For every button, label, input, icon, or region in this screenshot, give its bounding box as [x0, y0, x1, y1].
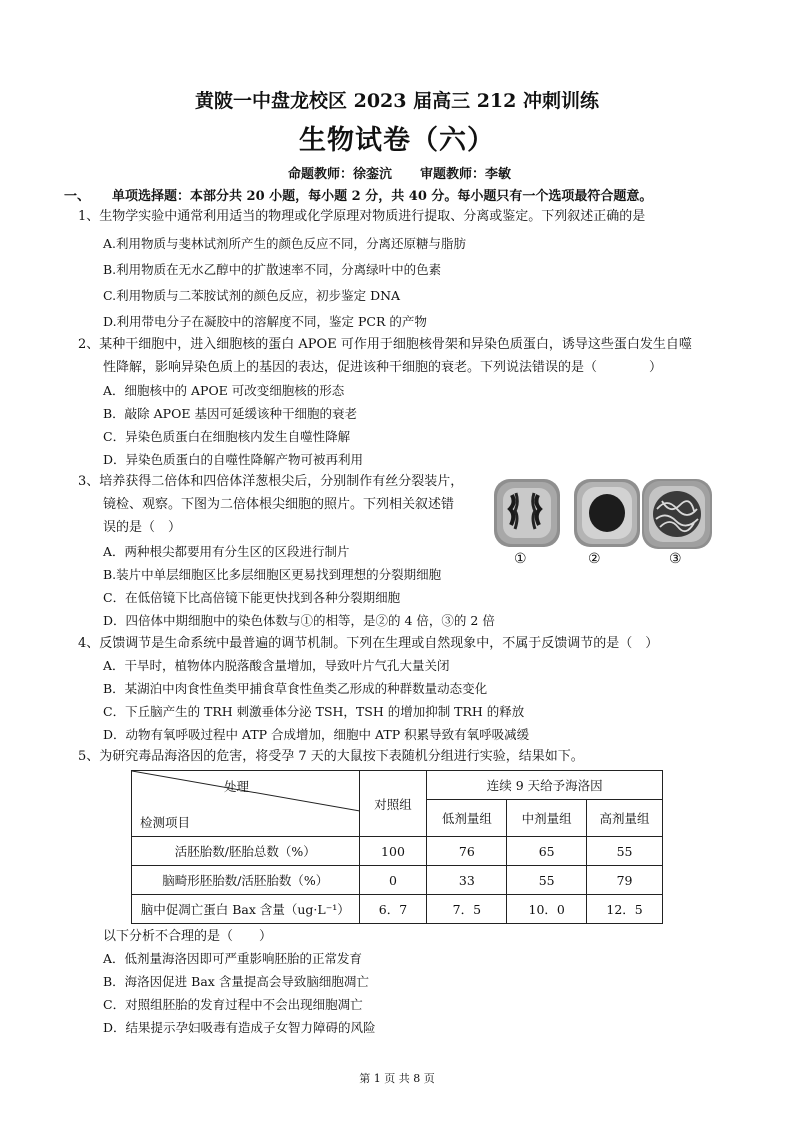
- table-cell: 10．0: [507, 895, 587, 924]
- q1-stem: 1、生物学实验中通常利用适当的物理或化学原理对物质进行提取、分离或鉴定。下列叙述正确的是: [78, 209, 646, 224]
- table-cell: 0: [359, 866, 427, 895]
- setter-teacher: 命题教师：徐銮沆: [288, 167, 393, 182]
- table-cell: 33: [427, 866, 507, 895]
- section-instructions: 单项选择题：本部分共 20 小题，每小题 2 分，共 40 分。每小题只有一个选项最符合题意。: [112, 189, 653, 204]
- q2-option-a: A．细胞核中的 APOE 可改变细胞核的形态: [103, 383, 345, 398]
- cell-image-3: [642, 479, 712, 549]
- teachers-line: [288, 163, 539, 182]
- q1-option-c: C.利用物质与二苯胺试剂的颜色反应，初步鉴定 DNA: [103, 288, 401, 303]
- table-cell: 100: [359, 837, 427, 866]
- table-dose-low: 低剂量组: [427, 800, 507, 837]
- exam-title-line2: 生物试卷（六）: [299, 125, 495, 156]
- table-row: [132, 866, 663, 895]
- q2-option-b: B．敲除 APOE 基因可延缓该种干细胞的衰老: [103, 406, 357, 421]
- q5-question: 以下分析不合理的是（ ）: [103, 929, 273, 944]
- cell-image-2: [574, 479, 640, 547]
- q2-stem-line2: 性降解，影响异染色质上的基因的表达，促进该种干细胞的衰老。下列说法错误的是（ ）: [103, 360, 663, 375]
- q3-stem-line2: 镜检、观察。下图为二倍体根尖细胞的照片。下列相关叙述错: [103, 497, 455, 512]
- table-corner-cell: [132, 771, 360, 837]
- table-row: [132, 837, 663, 866]
- table-cell: 12．5: [587, 895, 663, 924]
- q2-option-c: C．异染色质蛋白在细胞核内发生自噬性降解: [103, 429, 351, 444]
- q4-option-c: C．下丘脑产生的 TRH 刺激垂体分泌 TSH，TSH 的增加抑制 TRH 的释放: [103, 704, 525, 719]
- q5-stem: 5、为研究毒品海洛因的危害，将受孕 7 天的大鼠按下表随机分组进行实验，结果如下。: [78, 749, 584, 764]
- section-heading: [64, 185, 652, 204]
- q5-option-a: A．低剂量海洛因即可严重影响胚胎的正常发育: [103, 951, 363, 966]
- q2-stem-line1: 2、某种干细胞中，进入细胞核的蛋白 APOE 可作用于细胞核骨架和异染色质蛋白，诱导这些蛋白发生自噬: [78, 337, 692, 352]
- q5-option-d: D．结果提示孕妇吸毒有造成子女智力障碍的风险: [103, 1020, 376, 1035]
- q4-stem: 4、反馈调节是生命系统中最普遍的调节机制。下列在生理或自然现象中，不属于反馈调节的是（ ）: [78, 636, 659, 651]
- figure-label-3: ③: [669, 551, 682, 567]
- q3-option-c: C．在低倍镜下比高倍镜下能更快找到各种分裂期细胞: [103, 590, 401, 605]
- root-tip-cells-figure: [492, 479, 722, 571]
- q4-option-b: B．某湖泊中肉食性鱼类甲捕食草食性鱼类乙形成的种群数量动态变化: [103, 681, 488, 696]
- q1-option-d: D.利用带电分子在凝胶中的溶解度不同，鉴定 PCR 的产物: [103, 314, 427, 329]
- table-cell: 65: [507, 837, 587, 866]
- table-row-label: 脑中促凋亡蛋白 Bax 含量（ug·L⁻¹）: [132, 895, 360, 924]
- table-control-header: 对照组: [359, 771, 427, 837]
- q4-option-d: D．动物有氧呼吸过程中 ATP 合成增加，细胞中 ATP 积累导致有氧呼吸减缓: [103, 727, 530, 742]
- exam-title-line1: 黄陂一中盘龙校区 2023 届高三 212 冲刺训练: [194, 90, 599, 112]
- heroin-experiment-table: [131, 770, 663, 924]
- table-cell: 79: [587, 866, 663, 895]
- table-corner-top: 处理: [224, 779, 250, 794]
- q1-option-b: B.利用物质在无水乙醇中的扩散速率不同，分离绿叶中的色素: [103, 262, 442, 277]
- table-cell: 55: [507, 866, 587, 895]
- q2-option-d: D．异染色质蛋白的自噬性降解产物可被再利用: [103, 452, 364, 467]
- figure-label-1: ①: [514, 551, 527, 567]
- table-row-label: 活胚胎数/胚胎总数（%）: [132, 837, 360, 866]
- table-row: [132, 895, 663, 924]
- reviewer-teacher: 审题教师：李敏: [420, 167, 512, 182]
- q1-option-a: A.利用物质与斐林试剂所产生的颜色反应不同，分离还原糖与脂肪: [103, 236, 467, 251]
- table-cell: 55: [587, 837, 663, 866]
- table-group-header: 连续 9 天给予海洛因: [427, 771, 663, 800]
- q3-option-a: A．两种根尖都要用有分生区的区段进行制片: [103, 544, 350, 559]
- q5-option-b: B．海洛因促进 Bax 含量提高会导致脑细胞凋亡: [103, 974, 369, 989]
- q3-stem-line1: 3、培养获得二倍体和四倍体洋葱根尖后，分别制作有丝分裂装片，: [78, 474, 464, 489]
- table-cell: 76: [427, 837, 507, 866]
- q4-option-a: A．干旱时，植物体内脱落酸含量增加，导致叶片气孔大量关闭: [103, 658, 450, 673]
- q5-option-c: C．对照组胚胎的发育过程中不会出现细胞凋亡: [103, 997, 363, 1012]
- table-cell: 6．7: [359, 895, 427, 924]
- page-footer: 第 1 页 共 8 页: [359, 1072, 435, 1085]
- cell-image-1: [494, 479, 560, 547]
- q3-option-d: D．四倍体中期细胞中的染色体数与①的相等，是②的 4 倍，③的 2 倍: [103, 613, 495, 628]
- table-corner-bottom: 检测项目: [140, 815, 191, 830]
- table-row-label: 脑畸形胚胎数/活胚胎数（%）: [132, 866, 360, 895]
- table-dose-medium: 中剂量组: [507, 800, 587, 837]
- section-number: 一、: [64, 189, 91, 204]
- figure-label-2: ②: [588, 551, 601, 567]
- q3-option-b: B.装片中单层细胞区比多层细胞区更易找到理想的分裂期细胞: [103, 567, 442, 582]
- table-cell: 7．5: [427, 895, 507, 924]
- table-dose-high: 高剂量组: [587, 800, 663, 837]
- q3-stem-line3: 误的是（ ）: [103, 520, 182, 535]
